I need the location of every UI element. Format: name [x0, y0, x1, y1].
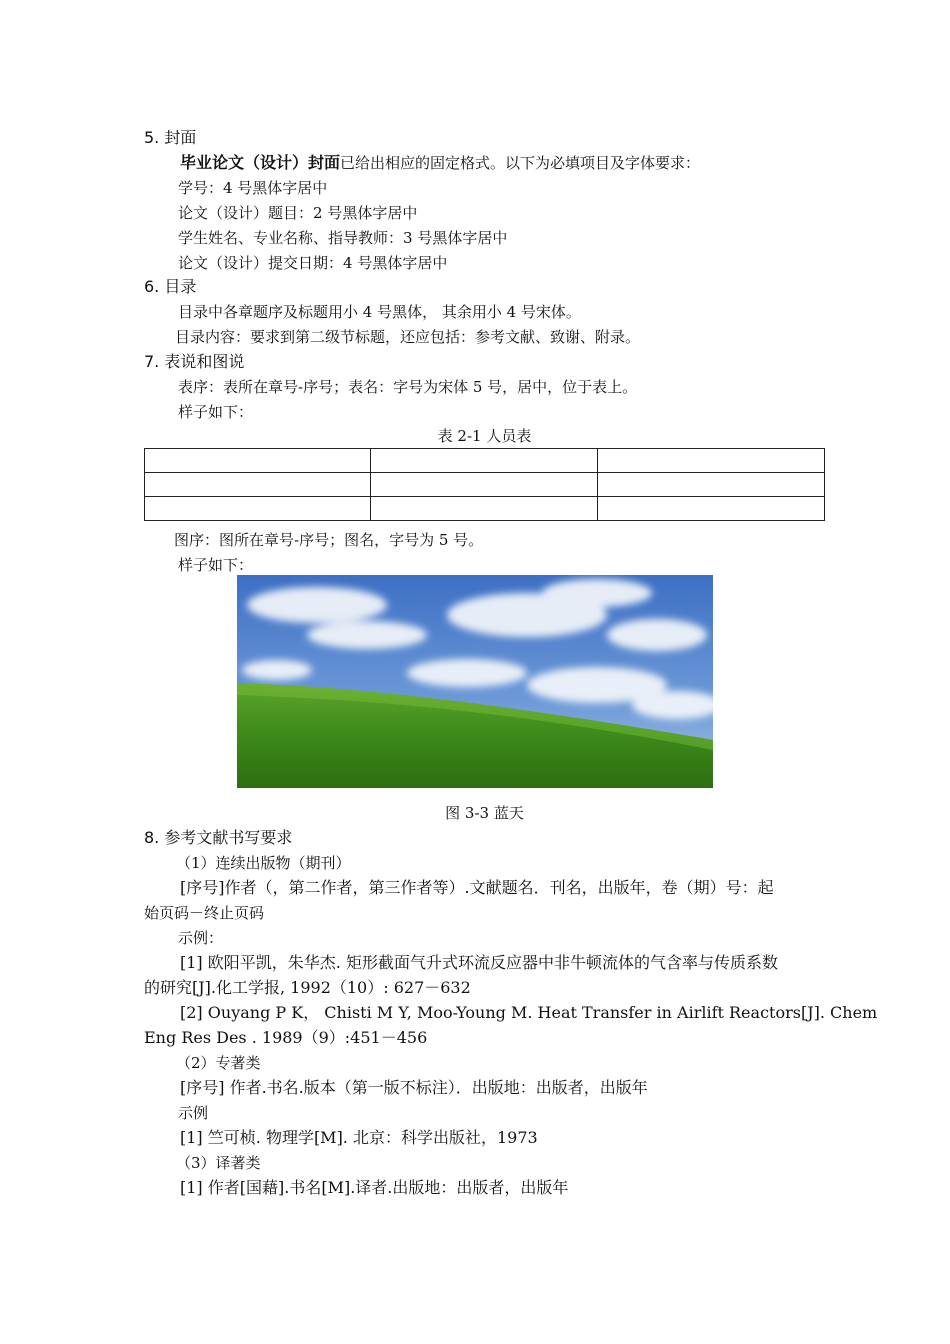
periodical-label: （1）连续出版物（期刊） [176, 854, 351, 872]
sample-table [144, 448, 825, 521]
periodical-format-line2: 始页码－终止页码 [144, 904, 265, 922]
reference-1-line1 [180, 953, 778, 973]
reference-text: 竺可桢. 物理学[M]. 北京：科学出版社，1973 [207, 1128, 538, 1147]
monograph-label: （2）专著类 [176, 1054, 261, 1072]
sky-landscape-image [237, 575, 713, 788]
section-5-heading: 5. 封面 [144, 128, 197, 147]
reference-number: [1] [180, 1128, 203, 1147]
table-cell [597, 473, 824, 497]
reference-4 [180, 1178, 568, 1198]
reference-text: Ouyang P K， Chisti M Y, Moo-Young M. Heat Transfer in Airlift Reactors[J]. Chem [207, 1003, 878, 1022]
reference-2-line1 [180, 1003, 877, 1023]
table-cell [145, 497, 371, 521]
reference-text: 欧阳平凯，朱华杰. 矩形截面气升式环流反应器中非牛顿流体的气含率与传质系数 [207, 953, 778, 972]
reference-number: [2] [180, 1003, 203, 1022]
table-row [145, 449, 825, 473]
reference-2-line2: Eng Res Des . 1989（9）:451－456 [144, 1028, 428, 1047]
section-7-heading: 7. 表说和图说 [144, 352, 245, 371]
cover-item-student-id: 学号：4 号黑体字居中 [178, 179, 328, 197]
table-caption: 表 2-1 人员表 [437, 427, 532, 445]
example-label: 示例： [178, 929, 224, 947]
cover-bold-label: 毕业论文（设计）封面 [180, 153, 341, 172]
reference-1-line2: 的研究[J].化工学报, 1992（10）: 627－632 [144, 978, 471, 997]
table-row [145, 473, 825, 497]
reference-text: 作者[国藉].书名[M].译者.出版地：出版者，出版年 [207, 1178, 569, 1197]
cover-item-names: 学生姓名、专业名称、指导教师：3 号黑体字居中 [178, 229, 508, 247]
blue-sky-photo [237, 575, 713, 788]
cover-intro-text: 已给出相应的固定格式。以下为必填项目及字体要求： [340, 154, 701, 172]
reference-number: [1] [180, 953, 203, 972]
cover-item-title: 论文（设计）题目：2 号黑体字居中 [178, 204, 418, 222]
table-cell [597, 449, 824, 473]
table-row [145, 497, 825, 521]
periodical-format-line1: [序号]作者（，第二作者，第三作者等）.文献题名．刊名，出版年，卷（期）号：起 [180, 878, 774, 897]
table-cell [145, 449, 371, 473]
table-cell [145, 473, 371, 497]
example-label-2: 示例 [178, 1104, 209, 1122]
figure-rule: 图序：图所在章号-序号；图名，字号为 5 号。 [174, 531, 484, 549]
section-6-heading: 6. 目录 [144, 277, 197, 296]
cover-item-date: 论文（设计）提交日期：4 号黑体字居中 [178, 254, 448, 272]
reference-number: [1] [180, 1178, 203, 1197]
table-cell [371, 497, 597, 521]
toc-content-rule: 目录内容：要求到第二级节标题，还应包括：参考文献、致谢、附录。 [175, 328, 641, 346]
table-rule: 表序：表所在章号-序号；表名：字号为宋体 5 号，居中，位于表上。 [178, 378, 638, 396]
figure-example-label: 样子如下： [178, 556, 254, 574]
section-8-heading: 8. 参考文献书写要求 [144, 828, 293, 847]
section-5-intro [180, 153, 700, 173]
table-cell [597, 497, 824, 521]
table-cell [371, 473, 597, 497]
monograph-format: [序号] 作者.书名.版本（第一版不标注）．出版地：出版者，出版年 [180, 1078, 648, 1097]
figure-caption: 图 3-3 蓝天 [445, 804, 524, 822]
translation-label: （3）译著类 [176, 1154, 261, 1172]
reference-3 [180, 1128, 538, 1148]
table-example-label: 样子如下： [178, 403, 254, 421]
table-cell [371, 449, 597, 473]
toc-font-rule: 目录中各章题序及标题用小 4 号黑体， 其余用小 4 号宋体。 [178, 303, 581, 321]
